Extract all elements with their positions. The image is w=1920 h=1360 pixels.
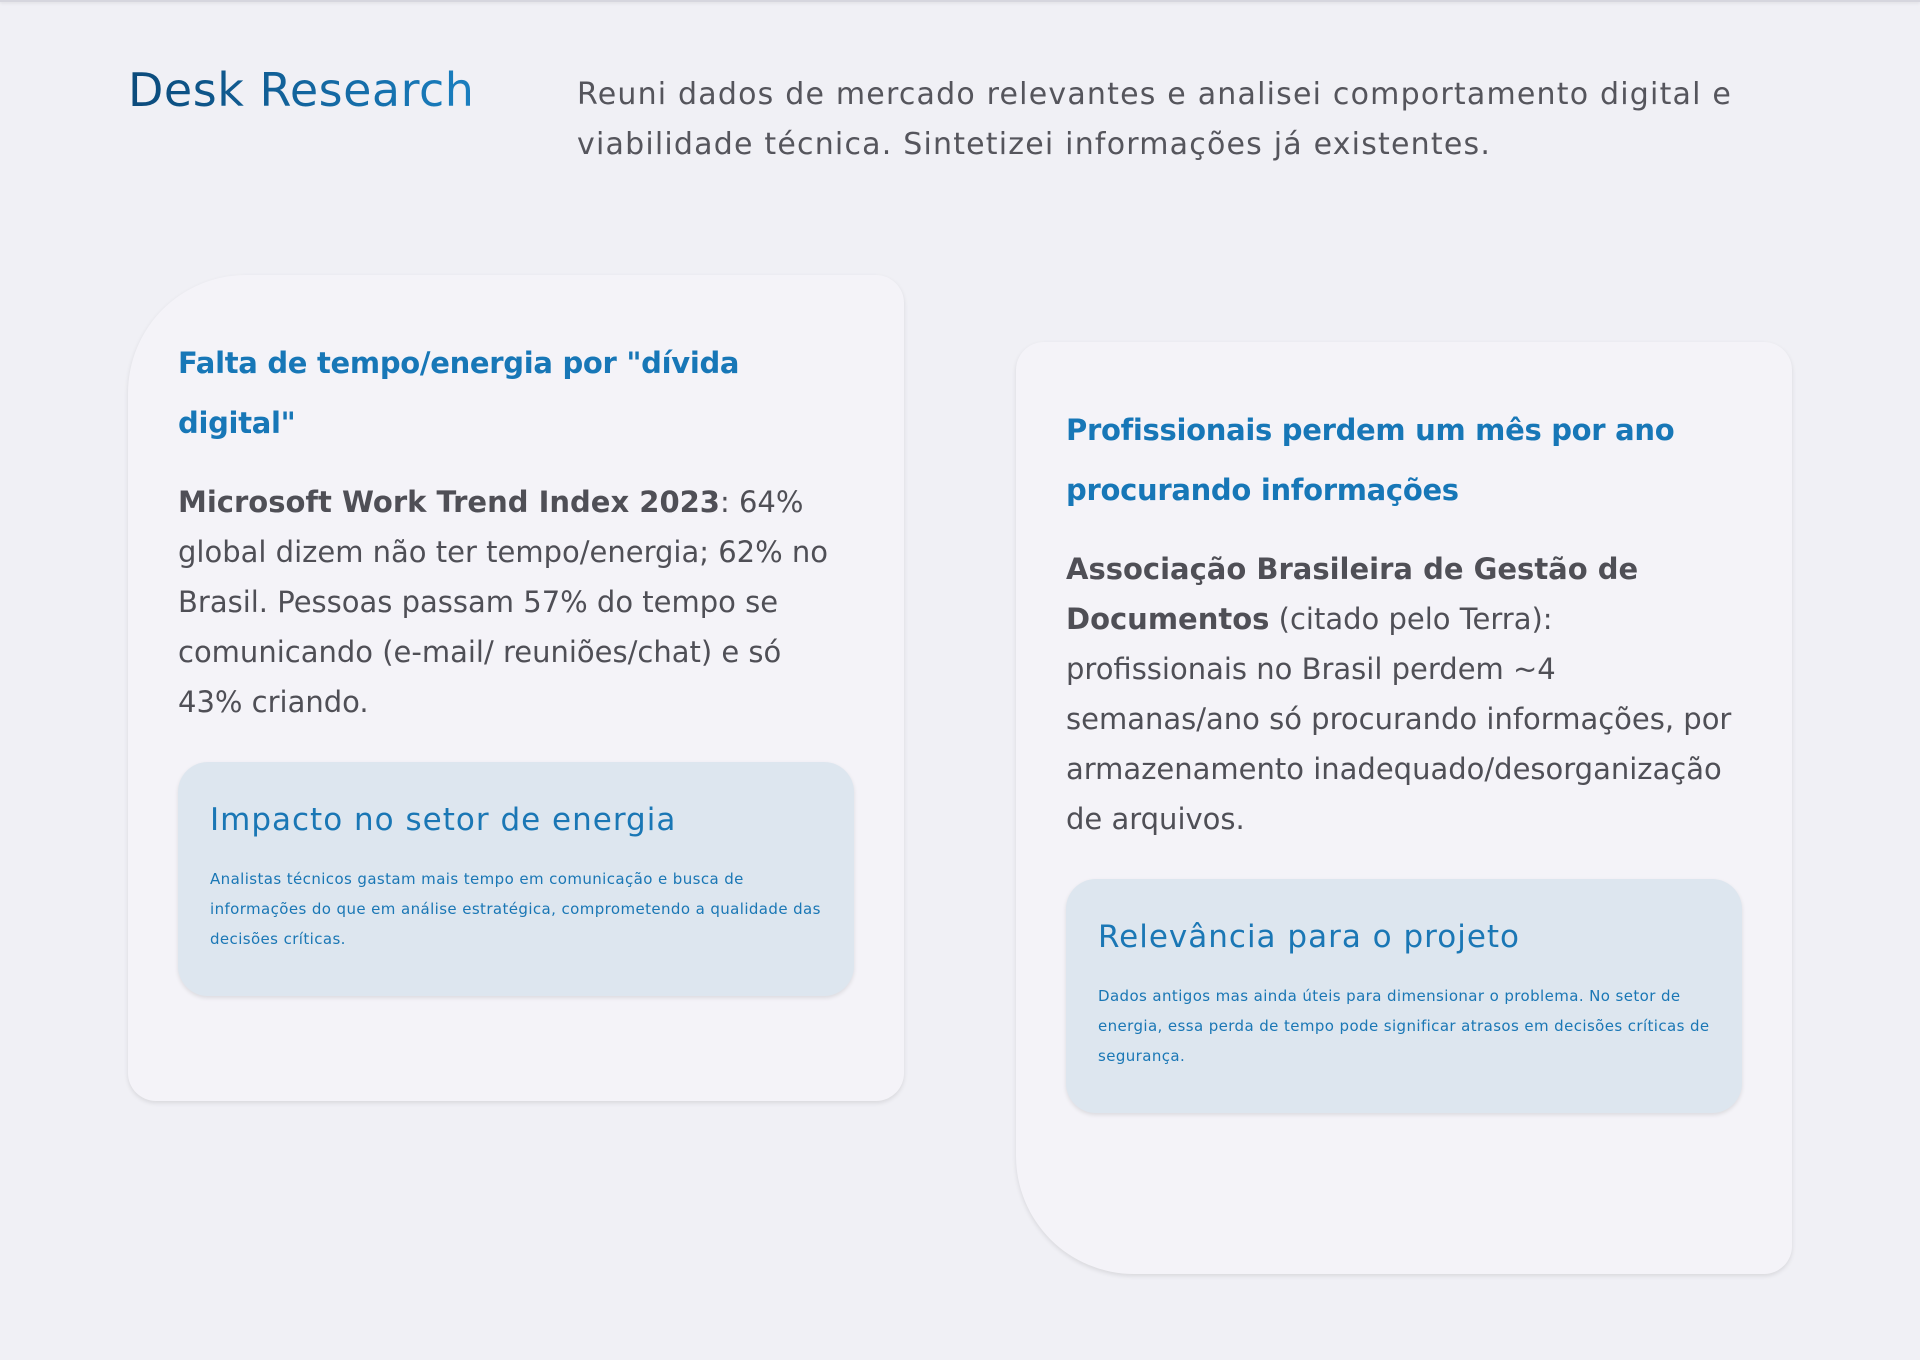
relevance-note [1066,879,1742,1113]
card-title: Profissionais perdem um mês por ano procurando informações [1066,413,1675,507]
note-title: Relevância para o projeto [1098,919,1521,955]
card-body [178,477,854,727]
card-title: Falta de tempo/energia por "dívida digital" [178,346,740,440]
section-title: Desk Research [128,60,474,120]
top-divider [0,0,1920,2]
card-body [1066,544,1742,844]
impact-note [178,762,854,996]
section-intro: Reuni dados de mercado relevantes e analisei comportamento digital e viabilidade técnica. Sintetizei informações já existentes. [577,77,1733,162]
note-title: Impacto no setor de energia [210,802,677,838]
card-source: Microsoft Work Trend Index 2023 [178,485,720,519]
research-card-information-search [1016,342,1792,1274]
card-body-text: (citado pelo Terra): profissionais no Brasil perdem ~4 semanas/ano só procurando informações, por armazenamento inadequado/desorganização de arquivos. [1066,602,1732,836]
card-source: Associação Brasileira de Gestão de Documentos [1066,552,1639,636]
card-body-text: : 64% global dizem não ter tempo/energia; 62% no Brasil. Pessoas passam 57% do tempo se comunicando (e-mail/ reuniões/chat) e só 43% criando. [178,485,829,719]
note-text: Dados antigos mas ainda úteis para dimensionar o problema. No setor de energia, essa perda de tempo pode significar atrasos em decisões críticas de segurança. [1098,987,1710,1065]
note-text: Analistas técnicos gastam mais tempo em comunicação e busca de informações do que em análise estratégica, comprometendo a qualidade das decisões críticas. [210,870,821,948]
research-card-digital-debt [128,275,904,1101]
